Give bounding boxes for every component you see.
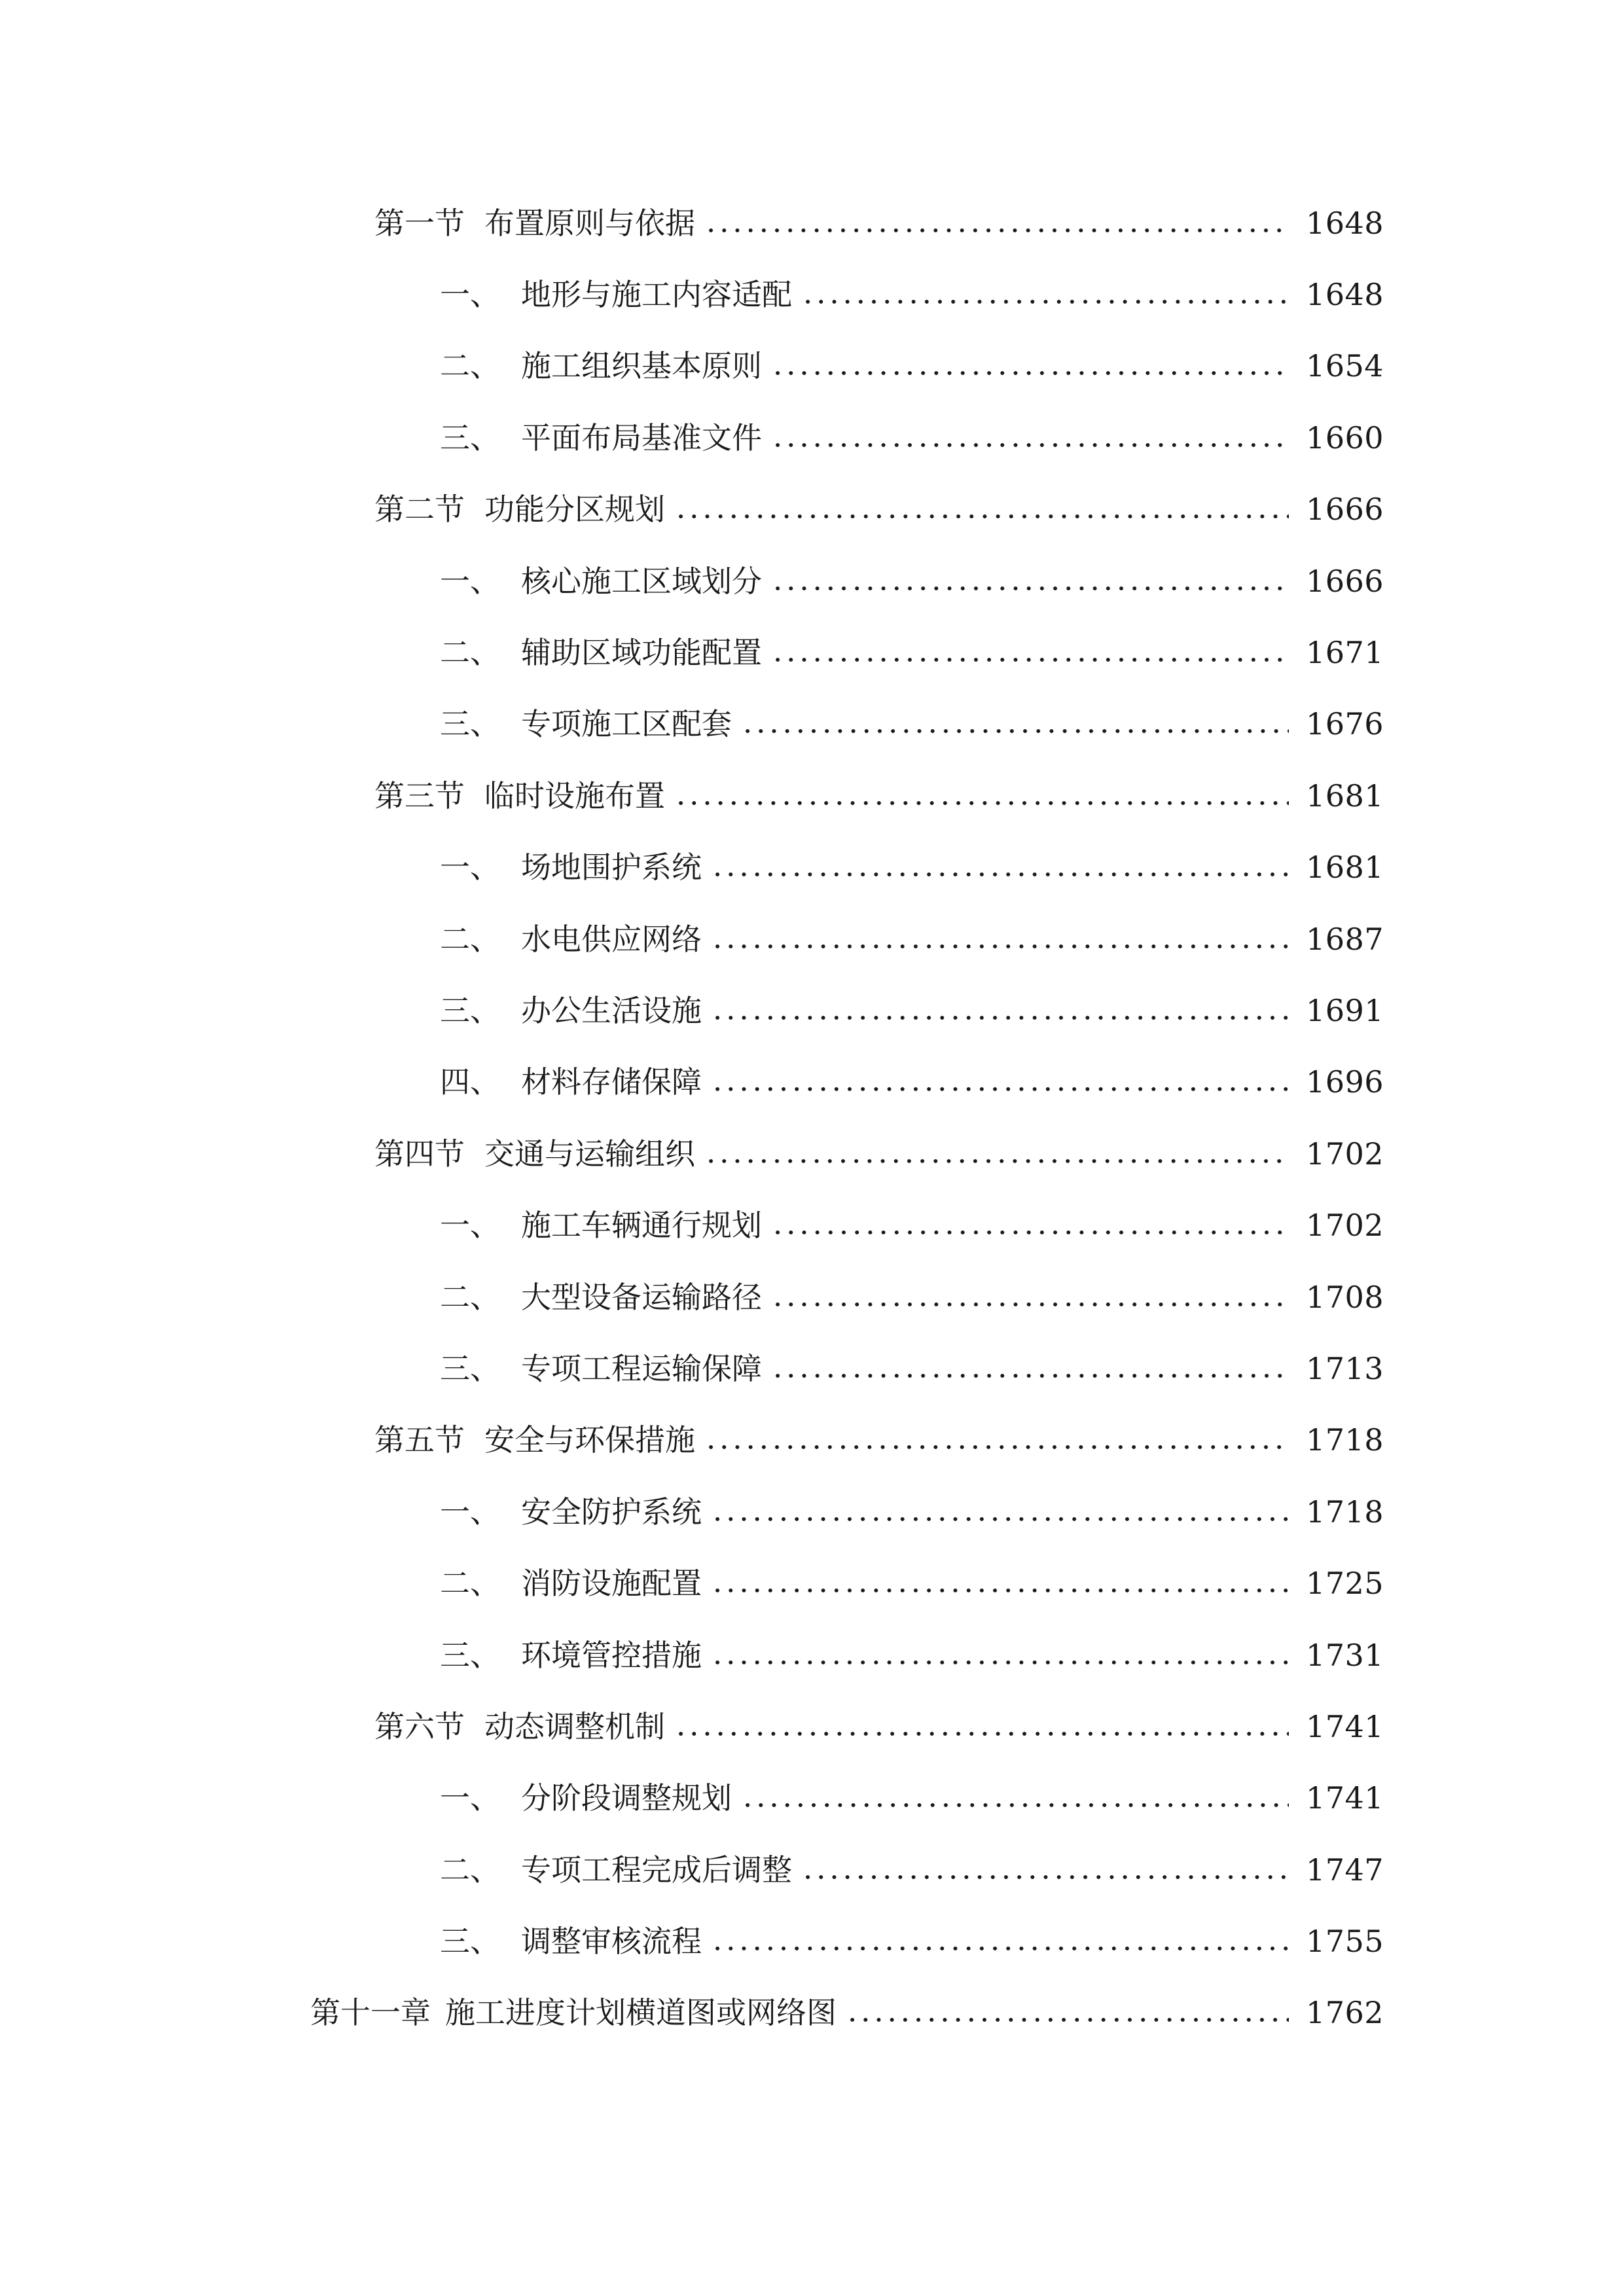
toc-entry-number: 第二节: [374, 492, 465, 528]
toc-entry-item[interactable]: [0, 1547, 1624, 1619]
toc-entry-title: 消防设施配置: [521, 1566, 702, 1602]
toc-entry-item[interactable]: [0, 1476, 1624, 1547]
dot-leader: [801, 300, 1289, 304]
toc-entry-text: [440, 1278, 762, 1317]
toc-entry-number: 一、: [440, 563, 500, 599]
toc-entry-item[interactable]: [0, 1189, 1624, 1261]
toc-entry-number: 二、: [440, 348, 500, 384]
toc-entry-page-number: 1691: [1306, 992, 1384, 1028]
toc-entry-page-number: 1741: [1306, 1780, 1384, 1816]
toc-entry-text: [440, 346, 762, 386]
toc-entry-number: 一、: [440, 1780, 500, 1816]
toc-entry-number: 四、: [440, 1064, 500, 1100]
toc-entry-section[interactable]: [0, 474, 1624, 545]
toc-entry-section[interactable]: [0, 1118, 1624, 1189]
toc-entry-number: 三、: [440, 1350, 500, 1386]
toc-entry-text: [440, 1349, 762, 1388]
toc-entry-title: 安全与环保措施: [484, 1422, 695, 1458]
toc-entry-text: [440, 1564, 702, 1603]
toc-entry-text: [440, 562, 762, 601]
toc-entry-page-number: 1708: [1306, 1279, 1384, 1315]
dot-leader: [771, 586, 1289, 590]
toc-entry-item[interactable]: [0, 975, 1624, 1046]
toc-entry-number: 一、: [440, 1494, 500, 1530]
toc-entry-number: 二、: [440, 635, 500, 671]
table-of-contents: [0, 187, 1624, 2049]
toc-entry-title: 平面布局基准文件: [521, 420, 762, 456]
toc-entry-page-number: 1762: [1306, 1995, 1384, 2031]
toc-entry-number: 三、: [440, 1924, 500, 1960]
toc-entry-page-number: 1725: [1306, 1566, 1384, 1602]
toc-entry-title: 专项施工区配套: [521, 706, 732, 742]
toc-entry-page-number: 1660: [1306, 420, 1384, 456]
dot-leader: [674, 514, 1289, 518]
toc-entry-text: [440, 1922, 702, 1961]
dot-leader: [674, 801, 1289, 805]
toc-entry-page-number: 1696: [1306, 1064, 1384, 1100]
toc-entry-section[interactable]: [0, 760, 1624, 831]
dot-leader: [846, 2018, 1289, 2022]
toc-entry-text: [440, 920, 702, 959]
toc-entry-page-number: 1747: [1306, 1852, 1384, 1888]
toc-entry-title: 水电供应网络: [521, 921, 702, 957]
toc-entry-page-number: 1687: [1306, 921, 1384, 957]
toc-entry-title: 材料存储保障: [521, 1064, 702, 1100]
toc-entry-item[interactable]: [0, 1834, 1624, 1905]
toc-entry-section[interactable]: [0, 1405, 1624, 1476]
toc-entry-page-number: 1676: [1306, 706, 1384, 742]
toc-entry-text: [374, 1707, 665, 1746]
toc-entry-title: 地形与施工内容适配: [521, 277, 792, 313]
toc-entry-title: 布置原则与依据: [484, 205, 695, 241]
toc-entry-text: [440, 704, 732, 744]
toc-entry-page-number: 1718: [1306, 1494, 1384, 1530]
toc-entry-text: [440, 418, 762, 457]
toc-entry-title: 交通与运输组织: [484, 1136, 695, 1172]
toc-entry-number: 第三节: [374, 778, 465, 814]
toc-entry-title: 专项工程完成后调整: [521, 1852, 792, 1888]
toc-entry-page-number: 1713: [1306, 1350, 1384, 1386]
toc-entry-text: [374, 776, 665, 816]
dot-leader: [711, 872, 1289, 876]
toc-entry-item[interactable]: [0, 1261, 1624, 1333]
toc-entry-number: 三、: [440, 992, 500, 1028]
toc-entry-text: [440, 1850, 792, 1890]
toc-entry-number: 二、: [440, 1279, 500, 1315]
toc-entry-number: 一、: [440, 1208, 500, 1244]
toc-entry-title: 核心施工区域划分: [521, 563, 762, 599]
dot-leader: [771, 1230, 1289, 1234]
dot-leader: [711, 1517, 1289, 1521]
toc-entry-number: 一、: [440, 277, 500, 313]
toc-entry-page-number: 1755: [1306, 1924, 1384, 1960]
dot-leader: [711, 1087, 1289, 1091]
toc-entry-number: 第六节: [374, 1708, 465, 1744]
toc-entry-text: [440, 1492, 702, 1532]
toc-entry-section[interactable]: [0, 187, 1624, 259]
dot-leader: [741, 1803, 1289, 1807]
toc-entry-title: 安全防护系统: [521, 1494, 702, 1530]
toc-entry-item[interactable]: [0, 402, 1624, 473]
toc-entry-page-number: 1718: [1306, 1422, 1384, 1458]
toc-entry-item[interactable]: [0, 1905, 1624, 1977]
dot-leader: [711, 1588, 1289, 1592]
toc-entry-title: 调整审核流程: [521, 1924, 702, 1960]
toc-entry-title: 辅助区域功能配置: [521, 635, 762, 671]
toc-entry-title: 施工组织基本原则: [521, 348, 762, 384]
toc-entry-item[interactable]: [0, 1047, 1624, 1118]
toc-entry-page-number: 1671: [1306, 635, 1384, 671]
dot-leader: [771, 1374, 1289, 1378]
toc-entry-title: 环境管控措施: [521, 1637, 702, 1673]
toc-entry-text: [440, 1636, 702, 1675]
toc-entry-title: 专项工程运输保障: [521, 1350, 762, 1386]
toc-entry-number: 二、: [440, 1566, 500, 1602]
toc-entry-number: 第四节: [374, 1136, 465, 1172]
toc-entry-number: 三、: [440, 420, 500, 456]
toc-entry-text: [440, 848, 702, 887]
toc-entry-item[interactable]: [0, 331, 1624, 402]
dot-leader: [704, 228, 1289, 232]
toc-entry-text: [374, 1420, 695, 1460]
toc-entry-item[interactable]: [0, 545, 1624, 617]
toc-entry-title: 功能分区规划: [484, 492, 665, 528]
dot-leader: [771, 1302, 1289, 1306]
toc-entry-page-number: 1654: [1306, 348, 1384, 384]
toc-entry-item[interactable]: [0, 259, 1624, 330]
toc-entry-page-number: 1731: [1306, 1637, 1384, 1673]
toc-entry-text: [310, 1993, 837, 2032]
toc-entry-text: [440, 275, 792, 314]
toc-entry-number: 第一节: [374, 205, 465, 241]
toc-entry-number: 二、: [440, 921, 500, 957]
dot-leader: [801, 1875, 1289, 1879]
toc-entry-number: 三、: [440, 706, 500, 742]
toc-entry-number: 第五节: [374, 1422, 465, 1458]
toc-entry-item[interactable]: [0, 832, 1624, 903]
toc-entry-number: 一、: [440, 850, 500, 886]
dot-leader: [704, 1159, 1289, 1163]
toc-entry-number: 三、: [440, 1637, 500, 1673]
toc-entry-title: 场地围护系统: [521, 850, 702, 886]
toc-entry-text: [440, 991, 702, 1030]
toc-entry-text: [440, 633, 762, 672]
dot-leader: [771, 658, 1289, 662]
toc-entry-page-number: 1702: [1306, 1208, 1384, 1244]
toc-entry-text: [440, 1778, 732, 1818]
toc-entry-number: 二、: [440, 1852, 500, 1888]
dot-leader: [711, 1016, 1289, 1020]
toc-entry-page-number: 1681: [1306, 850, 1384, 886]
toc-entry-item[interactable]: [0, 903, 1624, 975]
dot-leader: [704, 1445, 1289, 1449]
toc-entry-text: [440, 1206, 762, 1245]
toc-entry-text: [374, 204, 695, 243]
dot-leader: [674, 1732, 1289, 1736]
toc-entry-section[interactable]: [0, 1691, 1624, 1762]
toc-entry-page-number: 1681: [1306, 778, 1384, 814]
toc-entry-title: 办公生活设施: [521, 992, 702, 1028]
toc-entry-chapter[interactable]: [0, 1977, 1624, 2049]
toc-entry-title: 临时设施布置: [484, 778, 665, 814]
toc-entry-title: 大型设备运输路径: [521, 1279, 762, 1315]
toc-entry-item[interactable]: [0, 1763, 1624, 1834]
toc-entry-page-number: 1666: [1306, 563, 1384, 599]
toc-entry-page-number: 1741: [1306, 1708, 1384, 1744]
toc-entry-text: [440, 1062, 702, 1102]
toc-entry-item[interactable]: [0, 1333, 1624, 1404]
toc-entry-item[interactable]: [0, 689, 1624, 760]
toc-entry-number: 第十一章: [310, 1995, 431, 2031]
toc-entry-text: [374, 1134, 695, 1174]
toc-entry-page-number: 1666: [1306, 492, 1384, 528]
toc-entry-page-number: 1702: [1306, 1136, 1384, 1172]
toc-entry-title: 施工进度计划横道图或网络图: [445, 1995, 837, 2031]
dot-leader: [711, 1946, 1289, 1950]
dot-leader: [771, 371, 1289, 375]
toc-entry-title: 施工车辆通行规划: [521, 1208, 762, 1244]
toc-entry-title: 动态调整机制: [484, 1708, 665, 1744]
dot-leader: [711, 1660, 1289, 1664]
dot-leader: [741, 729, 1289, 733]
dot-leader: [711, 944, 1289, 948]
toc-entry-page-number: 1648: [1306, 277, 1384, 313]
toc-entry-page-number: 1648: [1306, 205, 1384, 241]
toc-entry-title: 分阶段调整规划: [521, 1780, 732, 1816]
toc-entry-text: [374, 490, 665, 529]
toc-entry-item[interactable]: [0, 1619, 1624, 1691]
dot-leader: [771, 443, 1289, 447]
toc-entry-item[interactable]: [0, 617, 1624, 688]
